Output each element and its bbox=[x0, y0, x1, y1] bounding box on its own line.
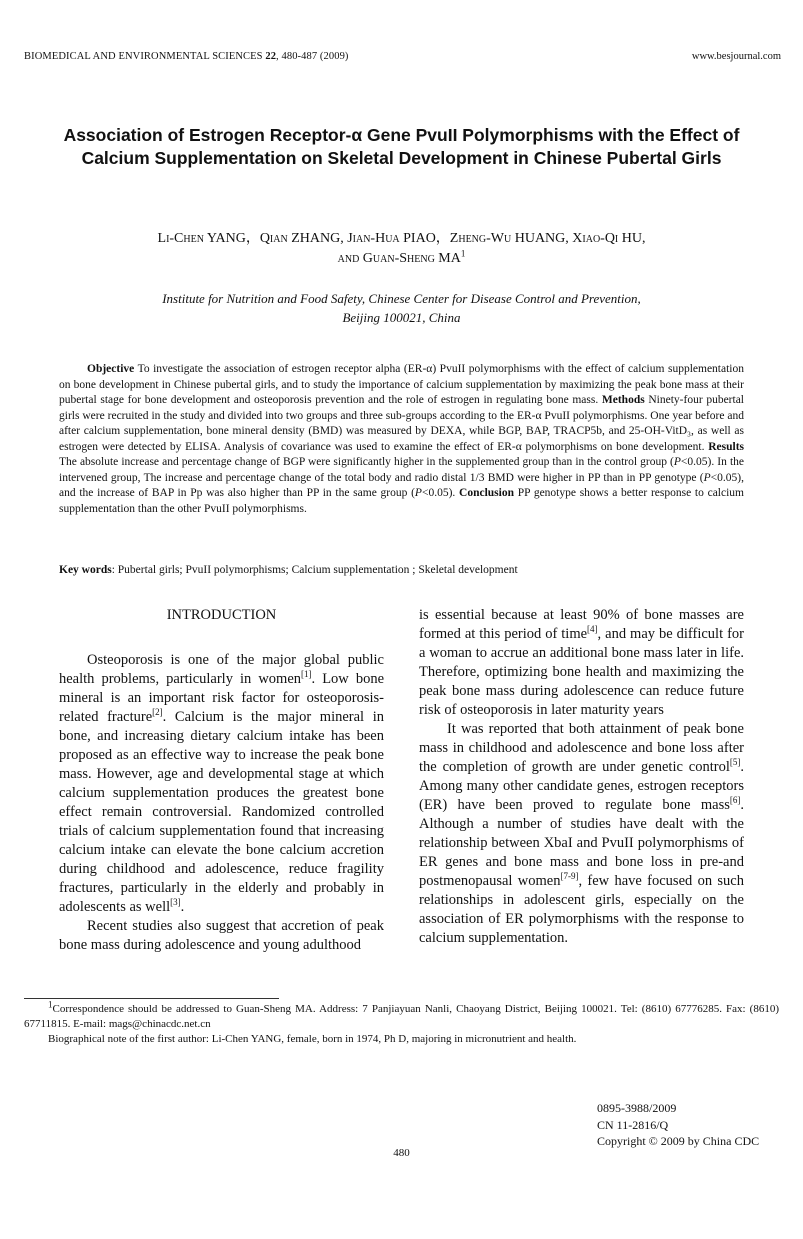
correspondence-footnote: $^1$Correspondence should be addressed to Guan-Sheng MA. Address: 7 Panjiayuan Nanli, Chaoyang District, Beijing 100021. Tel: (8610) 67776285. Fax: (8610) 67711815. E-mail: mags@chinacdc.net.cn bbox=[24, 999, 779, 1030]
affiliation: Institute for Nutrition and Food Safety, Chinese Center for Disease Control and Prevention, Beijing 100021, China bbox=[162, 291, 641, 325]
citation[interactable]: [7-9] bbox=[560, 871, 579, 882]
paper-title: Association of Estrogen Receptor-α Gene PvuII Polymorphisms with the Effect of Calcium Supplementation on Skeletal Development in Chinese Pubertal Girls bbox=[63, 125, 740, 168]
page-number: 480 bbox=[393, 1147, 410, 1159]
journal-volume: 22 bbox=[265, 51, 277, 62]
section-heading-introduction: INTRODUCTION bbox=[166, 607, 277, 623]
footnote-divider bbox=[24, 998, 279, 999]
citation[interactable]: [3] bbox=[170, 897, 181, 908]
citation[interactable]: [5] bbox=[729, 757, 741, 768]
paragraph: Recent studies also suggest that accretion of peak bone mass during adolescence and young adulthood bbox=[59, 918, 384, 953]
objective-label: Objective bbox=[87, 363, 135, 375]
paragraph: Osteoporosis is one of the major global public health problems, particularly in women[1]. Low bone mineral is an important risk factor for osteoporosis-related fracture[2]. Calcium is the major mineral in bone, and increasing dietary calcium intake has been proposed as an effective way to increase the peak bone mass. However, age and developmental stage at which calcium supplementation produces the greatest bone effect remain controversial. Randomized controlled trials of calcium supplementation found that increasing calcium intake can elevate the bone calcium accretion during childhood and adolescence, reduce fragility fractures, particularly in the elderly and probably in adolescents as well[3]. bbox=[59, 652, 385, 915]
methods-label: Methods bbox=[601, 394, 645, 406]
author-line-2: and Guan-Sheng $MA^1$ bbox=[337, 248, 466, 266]
author-list bbox=[60, 229, 743, 269]
citation[interactable]: [2] bbox=[152, 707, 163, 718]
abstract: Objective To investigate the association of estrogen receptor alpha (ER-α) PvuII polymorphisms with the effect of calcium supplementation on bone development in Chinese pubertal girls, and to study the importance of calcium supplementation by maximizing the peak bone mass at their pubertal stage for bone development and osteoporosis prevention and the role of estrogen in regulating bone mass. Methods Ninety-four pubertal girls were recruited in the study and divided into two groups and three sub-groups according to the ER-α PvuII polymorphisms. One year before and after calcium supplementation, bone mineral density (BMD) was measured by DEXA, while BGP, BAP, TRACP5b, and 25-OH-VitD₃, as well as estrogen were detected by ELISA. Analysis of covariance was used to examine the effect of ER-α polymorphisms on bone development. Results The absolute increase and percentage change of BGP were significantly higher in the supplemented group than in the control group (P<0.05). In the intervened group, The increase and percentage change of the total body and radio distal 1/3 BMD were higher in PP than in PP genotype (P<0.05), and the increase of BAP in Pp was also higher than PP in the same group (P<0.05). Conclusion PP genotype shows a better response to calcium supplementation than the other PvuII polymorphisms. bbox=[59, 363, 744, 515]
journal-header: BIOMEDICAL AND ENVIRONMENTAL SCIENCES 22, 480-487 (2009) bbox=[24, 51, 349, 62]
body-column-left bbox=[59, 606, 384, 955]
citation[interactable]: [1] bbox=[301, 669, 312, 680]
paragraph: is essential because at least 90% of bone masses are formed at this period of time[4], and may be difficult for a woman to accrue an additional bone mass later in life. Therefore, optimizing bone health and maximizing the peak bone mass during adolescence can reduce future risk of osteoporosis in later maturity years bbox=[419, 607, 744, 718]
author-line-1: Li-Chen YANG，Qian ZHANG, Jian-Hua PIAO，Zheng-Wu HUANG, Xiao-Qi HU, bbox=[157, 231, 646, 246]
journal-url[interactable]: www.besjournal.com bbox=[691, 51, 781, 62]
keywords: Key words: Pubertal girls; PvuII polymorphisms; Calcium supplementation ; Skeletal development bbox=[59, 564, 518, 576]
paragraph: It was reported that both attainment of peak bone mass in childhood and adolescence and bone loss after the completion of growth are under genetic control[5]. Among many other candidate genes, estrogen receptors (ER) have been proved to regulate bone mass[6]. Although a number of studies have dealt with the relationship between XbaI and PvuII polymorphisms of ER genes and bone mass and bone loss in pre-and postmenopausal women[7-9], few have focused on such relationships in adolescent girls, especially on the association of ER polymorphisms with the response to calcium supplementation. bbox=[419, 721, 744, 946]
body-column-right bbox=[419, 606, 744, 948]
footnotes bbox=[24, 999, 779, 1047]
biographical-footnote: Biographical note of the first author: Li-Chen YANG, female, born in 1974, Ph D, majoring in micronutrient and health. bbox=[48, 1033, 577, 1045]
conclusion-label: Conclusion bbox=[459, 487, 514, 499]
citation[interactable]: [4] bbox=[587, 624, 598, 635]
issn-block: 0895-3988/2009 CN 11-2816/Q Copyright © 2009 by China CDC bbox=[597, 1101, 760, 1148]
affiliation-marker: 1 bbox=[460, 248, 466, 259]
results-label: Results bbox=[708, 440, 744, 453]
citation[interactable]: [6] bbox=[729, 795, 741, 806]
